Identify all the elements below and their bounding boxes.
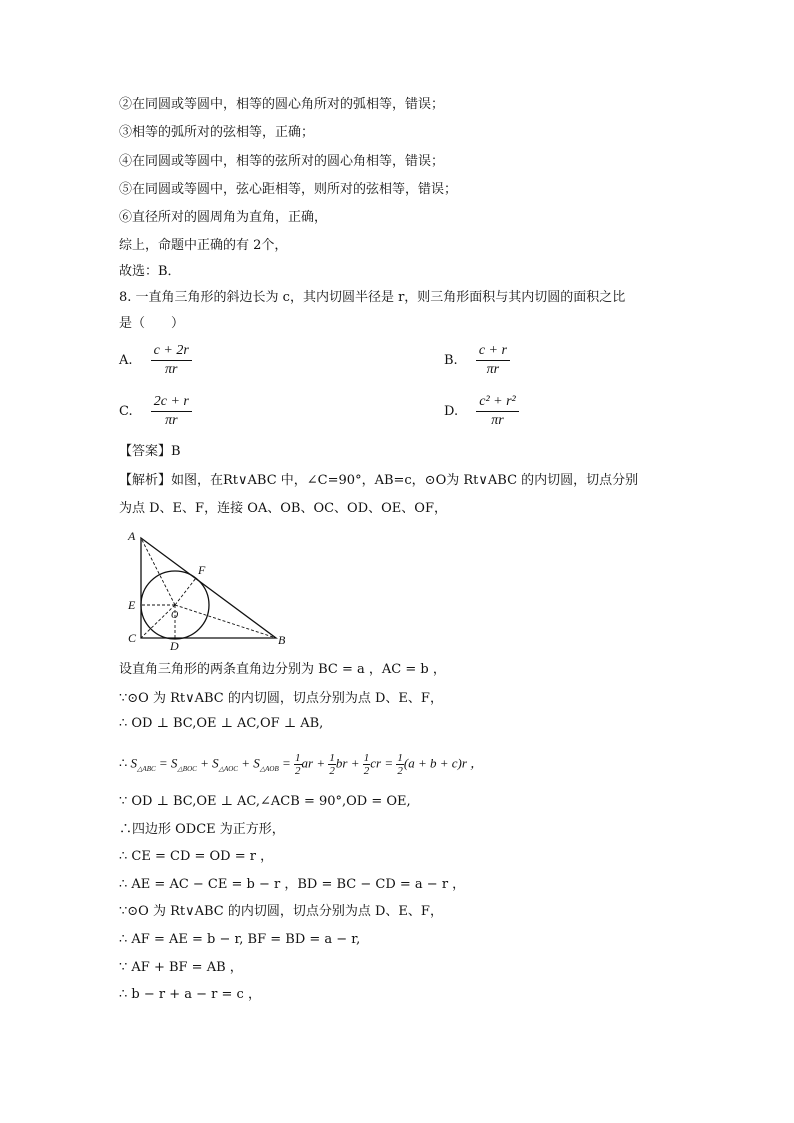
- text-line: ②在同圆或等圆中，相等的圆心角所对的弧相等，错误；: [119, 97, 445, 112]
- text-line: 故选：B．: [119, 264, 181, 279]
- label-d: D: [170, 639, 179, 653]
- step-line: 设直角三角形的两条直角边分别为 BC = a ，AC = b ，: [119, 662, 446, 677]
- triangle-abc: [141, 538, 276, 638]
- incircle-figure: [120, 526, 295, 654]
- step-line: ∴ AF = AE = b − r, BF = BD = a − r,: [119, 932, 361, 947]
- step-line: ∴ b − r + a − r = c ，: [119, 987, 261, 1002]
- label-f: F: [198, 563, 206, 577]
- label-e: E: [128, 598, 136, 612]
- step-line: ∵ AF + BF = AB ，: [119, 960, 243, 975]
- step-line: ∵ OD ⊥ BC,OE ⊥ AC,∠ACB = 90°,OD = OE,: [119, 794, 411, 809]
- option-c: C. $\frac{2c + r}{\pi r}$: [119, 394, 192, 429]
- text-line: ⑤在同圆或等圆中，弦心距相等，则所对的弦相等，错误；: [119, 182, 458, 197]
- option-b: B. $\frac{c + r}{\pi r}$: [444, 343, 510, 378]
- step-line: ∴ OD ⊥ BC,OE ⊥ AC,OF ⊥ AB,: [119, 716, 324, 731]
- label-o: O: [171, 610, 179, 621]
- analysis-line: 【解析】如图，在Rt∨ABC 中，∠C=90°，AB=c，⊙O为 Rt∨ABC 的内切圆，切点分别: [119, 473, 639, 488]
- option-d: D. $\frac{\text{c² + r²}}{\pi r}$: [444, 394, 519, 429]
- analysis-line: 为点 D、E、F，连接 OA、OB、OC、OD、OE、OF，: [119, 501, 447, 516]
- option-a: A. $\frac{c + 2r}{\pi r}$: [119, 343, 192, 378]
- label-a: A: [128, 529, 136, 543]
- step-line: ∴ AE = AC − CE = b − r ，BD = BC − CD = a − r ，: [119, 877, 466, 892]
- segment-of: [175, 578, 196, 605]
- step-line: ∵⊙O 为 Rt∨ABC 的内切圆，切点分别为点 D、E、F，: [119, 904, 443, 919]
- text-line: ④在同圆或等圆中，相等的弦所对的圆心角相等，错误；: [119, 154, 445, 169]
- text-line: ⑥直径所对的圆周角为直角，正确，: [119, 210, 328, 225]
- label-c: C: [128, 631, 137, 645]
- area-equation: ∴ $S_{\triangle ABC} = S_{\triangle BOC} + S_{\triangle AOC} + S_{\triangle AOB}$ = $\frac{1}{2}$ ar + $\frac{1}{2}$ br + $\frac{1}{2}$ cr = $\frac{1}{2}$ (a + b + c)r ，: [119, 752, 484, 777]
- step-line: ∴ CE = CD = OD = r ，: [119, 849, 274, 864]
- text-line: ③相等的弧所对的弦相等，正确；: [119, 125, 315, 140]
- text-line: 综上，命题中正确的有 2个，: [119, 238, 288, 253]
- segment-ob: [175, 605, 276, 638]
- question-stem-cont: 是（ ）: [119, 316, 185, 331]
- segment-oc: [141, 605, 175, 638]
- answer-line: 【答案】B: [119, 444, 181, 459]
- step-line: ∴四边形 ODCE 为正方形，: [119, 822, 285, 837]
- question-stem: 8. 一直角三角形的斜边长为 c，其内切圆半径是 r，则三角形面积与其内切圆的面积之比: [119, 290, 626, 305]
- label-b: B: [278, 633, 286, 647]
- step-line: ∵⊙O 为 Rt∨ABC 的内切圆，切点分别为点 D、E、F，: [119, 691, 443, 706]
